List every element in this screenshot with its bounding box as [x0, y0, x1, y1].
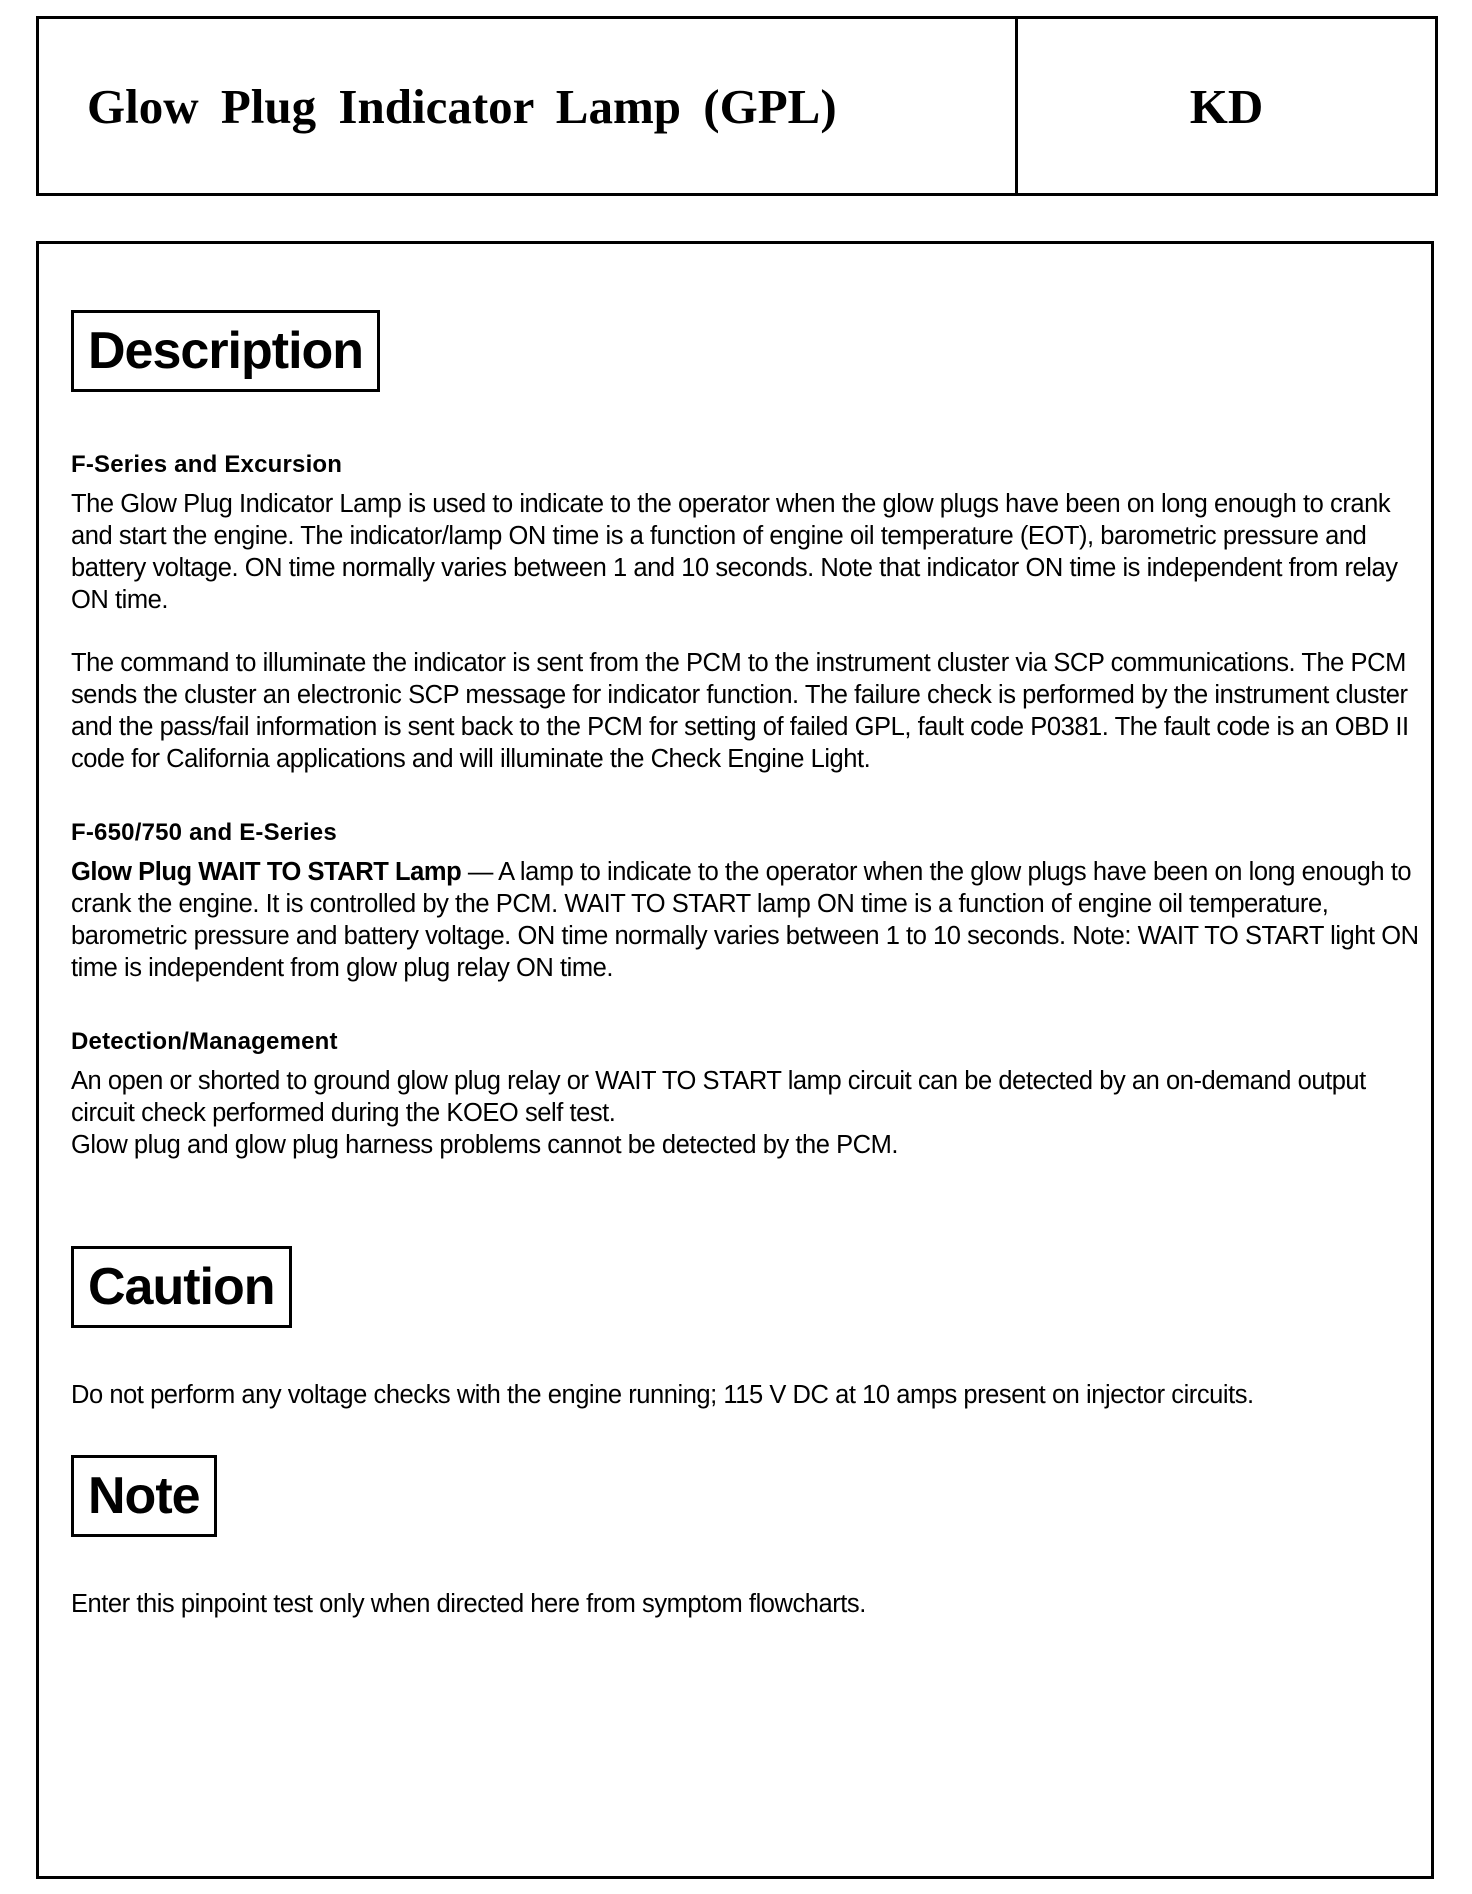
f-series-paragraph-2: The command to illuminate the indicator is sent from the PCM to the instrument cluster via SCP communications. The PCM sends the cluster an electronic SCP message for indicator function. The failure check is performed by the instrument cluster and the pass/fail information is sent back to the PCM for setting of failed GPL, fault code P0381. The fault code is an OBD II code for California applications and will illuminate the Check Engine Light.	[71, 649, 1409, 773]
detection-subhead: Detection/Management	[71, 1028, 338, 1055]
f650-paragraph	[71, 856, 1431, 984]
f650-lead-term: Glow Plug WAIT TO START Lamp	[71, 858, 462, 886]
caution-text: Do not perform any voltage checks with the engine running; 115 V DC at 10 amps present on injector circuits.	[71, 1381, 1254, 1409]
caution-heading: Caution	[71, 1246, 292, 1328]
section-code: KD	[1189, 78, 1264, 134]
f650-subhead: F-650/750 and E-Series	[71, 819, 337, 846]
page-header	[36, 16, 1438, 196]
description-heading: Description	[71, 310, 380, 392]
note-heading: Note	[71, 1455, 217, 1537]
note-text: Enter this pinpoint test only when directed here from symptom flowcharts.	[71, 1590, 866, 1618]
detection-paragraph-1: An open or shorted to ground glow plug relay or WAIT TO START lamp circuit can be detected by an on-demand output circuit check performed during the KOEO self test.	[71, 1067, 1366, 1127]
page-title: Glow Plug Indicator Lamp (GPL)	[39, 19, 1018, 193]
detection-paragraph-2: Glow plug and glow plug harness problems cannot be detected by the PCM.	[71, 1131, 899, 1159]
f650-paragraph-text: — A lamp to indicate to the operator when the glow plugs have been on long enough to crank the engine. It is controlled by the PCM. WAIT TO START lamp ON time is a function of engine oil temperature, barometric pressure and battery voltage. ON time normally varies between 1 to 10 seconds. Note: WAIT TO START light ON time is independent from glow plug relay ON time.	[71, 858, 1419, 982]
f-series-paragraph-1: The Glow Plug Indicator Lamp is used to indicate to the operator when the glow plugs have been on long enough to crank and start the engine. The indicator/lamp ON time is a function of engine oil temperature (EOT), barometric pressure and battery voltage. ON time normally varies between 1 and 10 seconds. Note that indicator ON time is independent from relay ON time.	[71, 490, 1398, 614]
content-panel	[36, 241, 1434, 1879]
f-series-subhead: F-Series and Excursion	[71, 451, 343, 478]
